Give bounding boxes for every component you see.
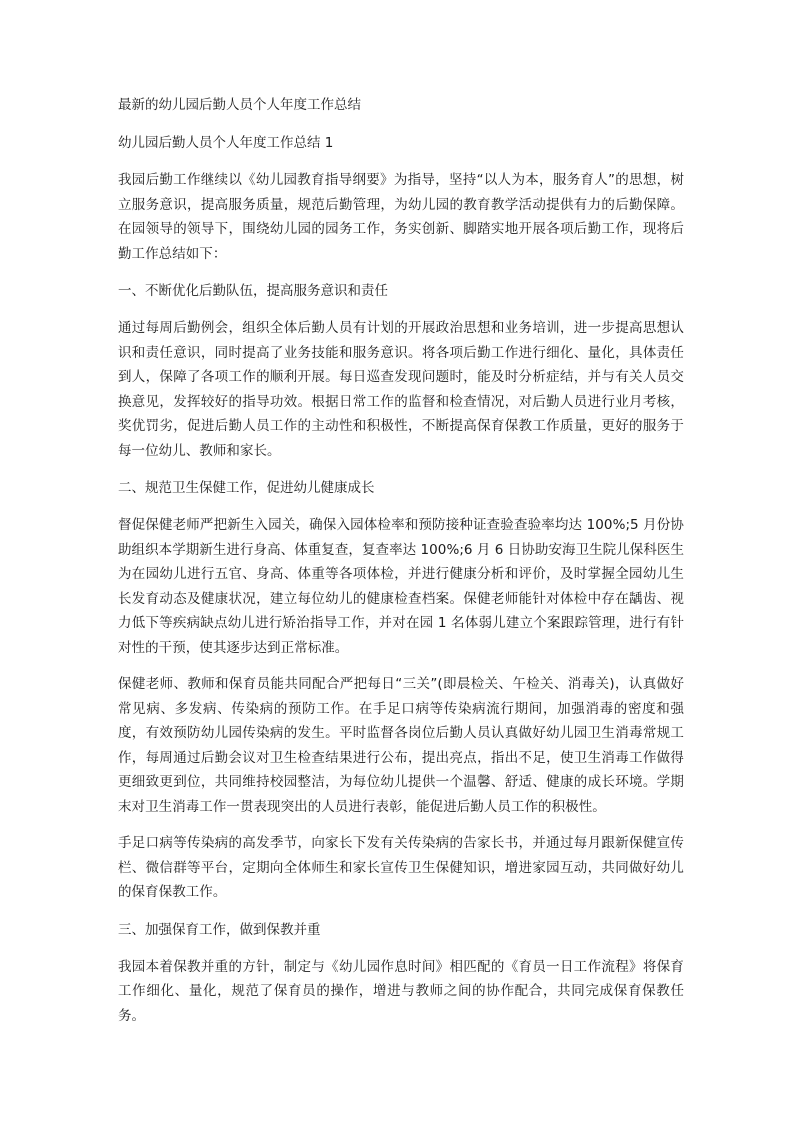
document-subtitle: 幼儿园后勤人员个人年度工作总结 1 xyxy=(118,135,334,151)
section-2-paragraph-1: 督促保健老师严把新生入园关，确保入园体检率和预防接种证查验查验率均达 100%;5 月份协助组织本学期新生进行身高、体重复查，复查率达 100%;6 月 6 日协助安海卫生院儿保科医生为在园幼儿进行五官、身高、体重等各项体检，并进行健康分析和评价，及时掌握全园幼儿生长发育动态及健康状况，建立每位幼儿的健康检查档案。保健老师能针对体检中存在龋齿、视力低下等疾病缺点幼儿进行矫治指导工作，并对在园 1 名体弱儿建立个案跟踪管理，进行有针对性的干预，使其逐步达到正常标准。 xyxy=(118,517,684,656)
section-3-paragraph: 我园本着保教并重的方针，制定与《幼儿园作息时间》相匹配的《育员一日工作流程》将保育工作细化、量化，规范了保育员的操作，增进与教师之间的协作配合，共同完成保育保教任务。 xyxy=(118,958,684,1024)
section-1-paragraph: 通过每周后勤例会，组织全体后勤人员有计划的开展政治思想和业务培训，进一步提高思想认识和责任意识，同时提高了业务技能和服务意识。将各项后勤工作进行细化、量化，具体责任到人，保障了各项工作的顺利开展。每日巡查发现问题时，能及时分析症结，并与有关人员交换意见，发挥较好的指导功效。根据日常工作的监督和检查情况，对后勤人员进行业月考核，奖优罚劣，促进后勤人员工作的主动性和积极性，不断提高保育保教工作质量，更好的服务于每一位幼儿、教师和家长。 xyxy=(118,320,684,459)
section-2-heading: 二、规范卫生保健工作，促进幼儿健康成长 xyxy=(118,480,375,496)
section-3-heading: 三、加强保育工作，做到保教并重 xyxy=(118,921,321,938)
document-page xyxy=(118,92,684,1028)
section-2-paragraph-3: 手足口病等传染病的高发季节，向家长下发有关传染病的告家长书，并通过每月跟新保健宣传栏、微信群等平台，定期向全体师生和家长宣传卫生保健知识，增进家园互动，共同做好幼儿的保育保教工作。 xyxy=(118,835,684,900)
section-1-heading: 一、不断优化后勤队伍，提高服务意识和责任 xyxy=(118,283,388,299)
section-2-paragraph-2: 保健老师、教师和保育员能共同配合严把每日“三关”(即晨检关、午检关、消毒关)，认真做好常见病、多发病、传染病的预防工作。在手足口病等传染病流行期间，加强消毒的密度和强度，有效预防幼儿园传染病的发生。平时监督各岗位后勤人员认真做好幼儿园卫生消毒常规工作，每周通过后勤会议对卫生检查结果进行公布，提出亮点，指出不足，使卫生消毒工作做得更细致更到位，共同维持校园整洁，为每位幼儿提供一个温馨、舒适、健康的成长环境。学期末对卫生消毒工作一贯表现突出的人员进行表彰，能促进后勤人员工作的积极性。 xyxy=(118,676,684,815)
document-title: 最新的幼儿园后勤人员个人年度工作总结 xyxy=(118,97,361,113)
intro-paragraph: 我园后勤工作继续以《幼儿园教育指导纲要》为指导，坚持“以人为本，服务育人”的思想，树立服务意识，提高服务质量，规范后勤管理，为幼儿园的教育教学活动提供有力的后勤保障。在园领导的领导下，围绕幼儿园的园务工作，务实创新、脚踏实地开展各项后勤工作，现将后勤工作总结如下： xyxy=(118,172,684,262)
